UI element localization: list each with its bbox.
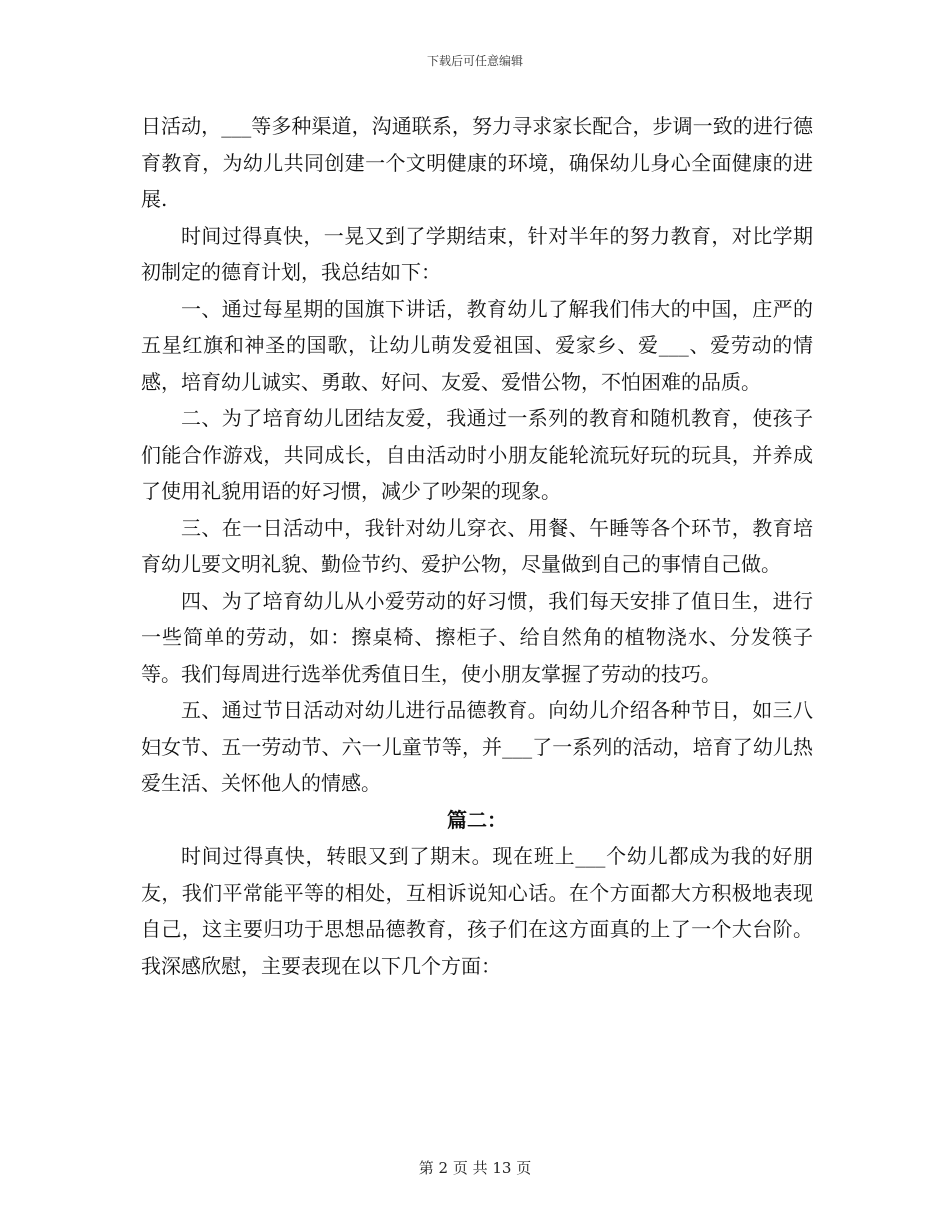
paragraph-item-4: 四、为了培育幼儿从小爱劳动的好习惯，我们每天安排了值日生，进行一些简单的劳动，如：擦桌椅、擦柜子、给自然角的植物浇水、分发筷子等。我们每周进行选举优秀值日生，使小朋友掌握了劳动的技巧。 xyxy=(141,588,813,686)
page-header: 下载后可任意编辑 xyxy=(426,54,523,68)
paragraph-item-5: 五、通过节日活动对幼儿进行品德教育。向幼儿介绍各种节日，如三八妇女节、五一劳动节、六一儿童节等，并___了一系列的活动，培育了幼儿热爱生活、关怀他人的情感。 xyxy=(141,698,813,795)
section-paragraph: 时间过得真快，转眼又到了期末。现在班上___个幼儿都成为我的好朋友，我们平常能平等的相处，互相诉说知心话。在个方面都大方积极地表现自己，这主要归功于思想品德教育，孩子们在这方面真的上了一个大台阶。我深感欣慰，主要表现在以下几个方面： xyxy=(141,844,813,978)
section-title: 篇二： xyxy=(447,807,507,832)
page-footer: 第 2 页 共 13 页 xyxy=(418,1159,532,1177)
paragraph-item-1: 一、通过每星期的国旗下讲话，教育幼儿了解我们伟大的中国，庄严的五星红旗和神圣的国歌，让幼儿萌发爱祖国、爱家乡、爱___、爱劳动的情感，培育幼儿诚实、勇敢、好问、友爱、爱惜公物，不怕困难的品质。 xyxy=(141,296,813,394)
paragraph-continuation: 日活动，___等多种渠道，沟通联系，努力寻求家长配合，步调一致的进行德育教育，为幼儿共同创建一个文明健康的环境，确保幼儿身心全面健康的进展. xyxy=(141,114,813,211)
document-body xyxy=(141,108,813,984)
paragraph-item-2: 二、为了培育幼儿团结友爱，我通过一系列的教育和随机教育，使孩子们能合作游戏，共同成长，自由活动时小朋友能轮流玩好玩的玩具，并养成了使用礼貌用语的好习惯，减少了吵架的现象。 xyxy=(141,406,813,503)
paragraph-intro: 时间过得真快，一晃又到了学期结束，针对半年的努力教育，对比学期初制定的德育计划，我总结如下： xyxy=(141,223,813,284)
paragraph-item-3: 三、在一日活动中，我针对幼儿穿衣、用餐、午睡等各个环节，教育培育幼儿要文明礼貌、勤俭节约、爱护公物，尽量做到自己的事情自己做。 xyxy=(141,515,813,576)
